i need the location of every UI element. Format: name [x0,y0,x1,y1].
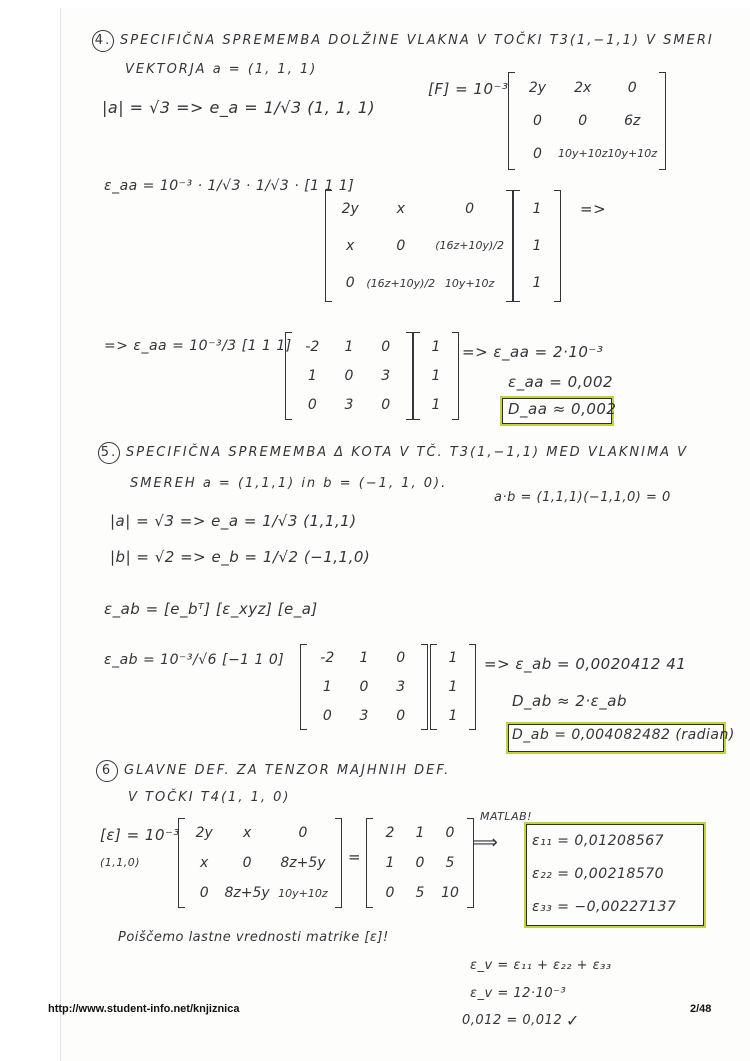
matrix-cell: 0 [445,825,455,841]
matrix-cell: 10y+10z [278,886,328,900]
s6-E-matrix [178,818,342,908]
s6-e11: ε₁₁ = 0,01208567 [532,833,665,849]
s5-title [98,442,688,464]
matrix-cell: 2y [341,200,359,217]
matrix-cell: 5 [445,855,455,871]
matrix-cell: 0 [322,707,332,724]
s4-result-3: D_aa ≈ 0,002 [508,400,617,418]
matrix-cell: 0 [415,855,425,871]
s5-eab-lhs: ε_ab = 10⁻³/√6 [−1 1 0] [104,652,285,668]
matrix-cell: 0 [344,367,354,384]
matrix-cell: 1 [415,825,425,841]
s6-number: 6 [96,760,118,782]
matrix-cell: 0 [242,855,252,871]
matrix-cell: 0 [533,145,542,162]
matrix-cell: 1 [307,367,317,384]
s5-result-3: D_ab = 0,004082482 (radian) [512,727,735,743]
s4-number: 4. [92,30,114,52]
matrix-cell: 10y+10z [558,147,608,161]
s4-eaa-lhs: ε_aa = 10⁻³ · 1/√3 · 1/√3 · [1 1 1] [104,178,355,194]
s6-line2: V TOČKI T4(1, 1, 0) [128,790,291,805]
s4-v2-vector [413,332,459,420]
s4-vector: VEKTORJA a = (1, 1, 1) [125,62,318,77]
s4-norm: |a| = √3 => e_a = 1/√3 (1, 1, 1) [102,98,376,117]
footer-url: http://www.student-info.net/knjiznica [48,1003,240,1015]
s6-title-text: GLAVNE DEF. ZA TENZOR MAJHNIH DEF. [124,763,451,778]
matrix-cell: -2 [305,338,320,355]
matrix-cell: 1 [532,237,542,254]
matrix-cell: 1 [448,650,458,667]
s6-eps-sub: (1,1,0) [100,856,141,869]
s5-title-text: SPECIFIČNA SPREMEMBA Δ KOTA V TČ. T3(1,−1,1) MED VLAKNIMA V [126,445,689,460]
s4-v1-vector [513,190,561,302]
s4-title [92,30,714,52]
matrix-cell: 8z+5y [280,855,326,871]
matrix-cell: 1 [344,338,354,355]
s4-M2-matrix [285,332,413,420]
matrix-cell: 1 [431,367,441,384]
s6-note: Poiščemo lastne vrednosti matrike [ε]! [118,930,389,945]
s6-matlab: MATLAB! [480,810,533,823]
s4-title-text: SPECIFIČNA SPREMEMBA DOLŽINE VLAKNA V TOČKI T3(1,−1,1) V SMERI [120,33,714,48]
matrix-cell: 10 [441,885,459,901]
matrix-cell: 1 [448,707,458,724]
s4-result-2: ε_aa = 0,002 [508,373,614,391]
s6-ev3: 0,012 = 0,012 [462,1013,563,1028]
s4-eaa2-lhs: => ε_aa = 10⁻³/3 [1 1 1] [104,338,292,354]
s5-result-2: D_ab ≈ 2·ε_ab [512,692,628,710]
s5-eab-def: ε_ab = [e_bᵀ] [ε_xyz] [e_a] [104,600,318,618]
s5-v-vector [430,644,476,730]
matrix-cell: 0 [627,80,637,97]
matrix-cell: 2y [195,825,213,841]
matrix-cell: 0 [359,678,369,695]
s5-dot: a·b = (1,1,1)(−1,1,0) = 0 [494,490,671,505]
s4-F-matrix [508,72,666,170]
s6-equals: = [348,848,362,866]
matrix-cell: 0 [199,885,209,901]
matrix-cell: x [200,855,209,871]
matrix-cell: x [396,200,405,217]
matrix-cell: (16z+10y)/2 [435,239,504,253]
matrix-cell: 1 [448,678,458,695]
footer-page: 2/48 [690,1003,712,1015]
s6-double-arrow: ⟹ [472,832,499,853]
matrix-cell: 2y [528,80,547,97]
matrix-cell: 0 [381,338,391,355]
matrix-cell: 2 [385,825,395,841]
matrix-cell: 0 [465,200,475,217]
s6-eps-label: [ε] = 10⁻³ [100,826,180,844]
matrix-cell: 0 [396,707,406,724]
matrix-cell: 1 [431,338,441,355]
s4-arrow: => [580,200,607,218]
s6-e22: ε₂₂ = 0,00218570 [532,866,665,882]
s4-F-label: [F] = 10⁻³ [428,80,509,98]
matrix-cell: 10y+10z [444,276,495,290]
matrix-cell: 6z [624,112,641,129]
matrix-cell: 0 [533,112,542,129]
matrix-cell: 1 [532,275,542,292]
s5-number: 5. [98,442,120,464]
matrix-cell: 3 [396,678,406,695]
matrix-cell: 0 [345,275,355,292]
s6-N-matrix [366,818,474,908]
s4-M1-matrix [325,190,513,302]
s5-norm-a: |a| = √3 => e_a = 1/√3 (1,1,1) [110,512,357,530]
matrix-cell: 1 [359,650,369,667]
matrix-cell: 10y+10z [607,147,657,161]
s6-ev2: ε_v = 12·10⁻³ [470,986,567,1001]
s6-ev1: ε_v = ε₁₁ + ε₂₂ + ε₃₃ [470,958,612,973]
s5-result-1: => ε_ab = 0,0020412 41 [484,655,687,673]
matrix-cell: (16z+10y)/2 [366,276,436,290]
s5-norm-b: |b| = √2 => e_b = 1/√2 (−1,1,0) [110,548,371,566]
matrix-cell: 5 [415,885,425,901]
matrix-cell: 0 [396,650,406,667]
matrix-cell: 8z+5y [224,885,270,901]
matrix-cell: 0 [381,397,391,414]
matrix-cell: 2x [574,80,592,97]
s6-e33: ε₃₃ = −0,00227137 [532,899,677,915]
matrix-cell: x [346,237,355,254]
matrix-cell: -2 [320,650,335,667]
matrix-cell: 0 [385,885,395,901]
s5-line2: SMEREH a = (1,1,1) in b = (−1, 1, 0). [130,476,448,491]
matrix-cell: 3 [344,397,354,414]
matrix-cell: 0 [298,825,308,841]
matrix-cell: x [242,825,252,841]
matrix-cell: 1 [385,855,395,871]
matrix-cell: 0 [307,397,317,414]
s5-M-matrix [300,644,428,730]
matrix-cell: 3 [381,367,391,384]
matrix-cell: 0 [578,112,588,129]
matrix-cell: 1 [322,678,332,695]
matrix-cell: 0 [396,237,406,254]
matrix-cell: 3 [359,707,369,724]
checkmark-icon: ✓ [566,1011,580,1030]
matrix-cell: 1 [532,200,542,217]
matrix-cell: 1 [431,397,441,414]
s4-result-1: => ε_aa = 2·10⁻³ [462,343,604,361]
s6-title [96,760,450,782]
